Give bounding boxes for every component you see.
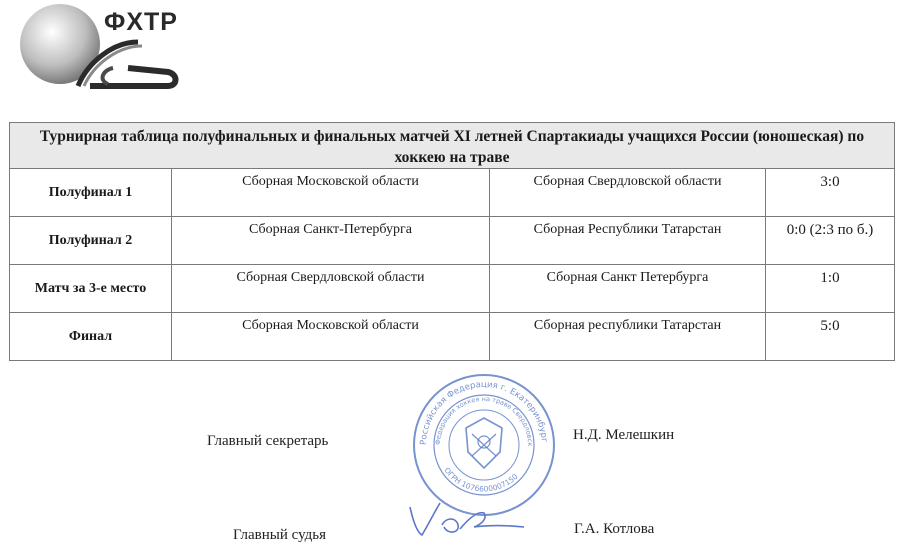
score-cell: 1:0 (766, 265, 895, 313)
logo-text: ФХТР (104, 8, 178, 36)
score-cell: 0:0 (2:3 по б.) (766, 217, 895, 265)
team1-cell: Сборная Свердловской области (172, 265, 490, 313)
table-row (10, 265, 895, 313)
stage-cell: Финал (10, 313, 172, 361)
table-row (10, 169, 895, 217)
stage-cell: Полуфинал 2 (10, 217, 172, 265)
stamp-inner-text: Федерация хоккея на траве Свердловск (433, 394, 535, 447)
team2-cell: Сборная Санкт Петербурга (490, 265, 766, 313)
table-row (10, 313, 895, 361)
results-table (9, 122, 895, 361)
judge-title: Главный судья (233, 527, 327, 543)
table-title: Турнирная таблица полуфинальных и финальных матчей XI летней Спартакиады учащихся России (юношеская) по хоккею на траве (10, 123, 895, 169)
team2-cell: Сборная Республики Татарстан (490, 217, 766, 265)
stamp-outer-text: Российская Федерация г. Екатеринбург (418, 379, 549, 446)
stage-cell: Матч за 3-е место (10, 265, 172, 313)
team1-cell: Сборная Московской области (172, 313, 490, 361)
team1-cell: Сборная Санкт-Петербурга (172, 217, 490, 265)
score-cell: 5:0 (766, 313, 895, 361)
score-cell: 3:0 (766, 169, 895, 217)
team2-cell: Сборная Свердловской области (490, 169, 766, 217)
table-row (10, 217, 895, 265)
stamp-ogrn-text: ОГРН 1076600007150 (442, 465, 520, 494)
team2-cell: Сборная республики Татарстан (490, 313, 766, 361)
judge-name: Г.А. Котлова (574, 521, 655, 537)
secretary-title: Главный секретарь (207, 433, 329, 449)
team1-cell: Сборная Московской области (172, 169, 490, 217)
signature-scribble-icon (404, 495, 534, 545)
secretary-name: Н.Д. Мелешкин (573, 427, 675, 443)
judge-signature (404, 495, 534, 545)
fhtr-logo (18, 2, 208, 92)
stage-cell: Полуфинал 1 (10, 169, 172, 217)
